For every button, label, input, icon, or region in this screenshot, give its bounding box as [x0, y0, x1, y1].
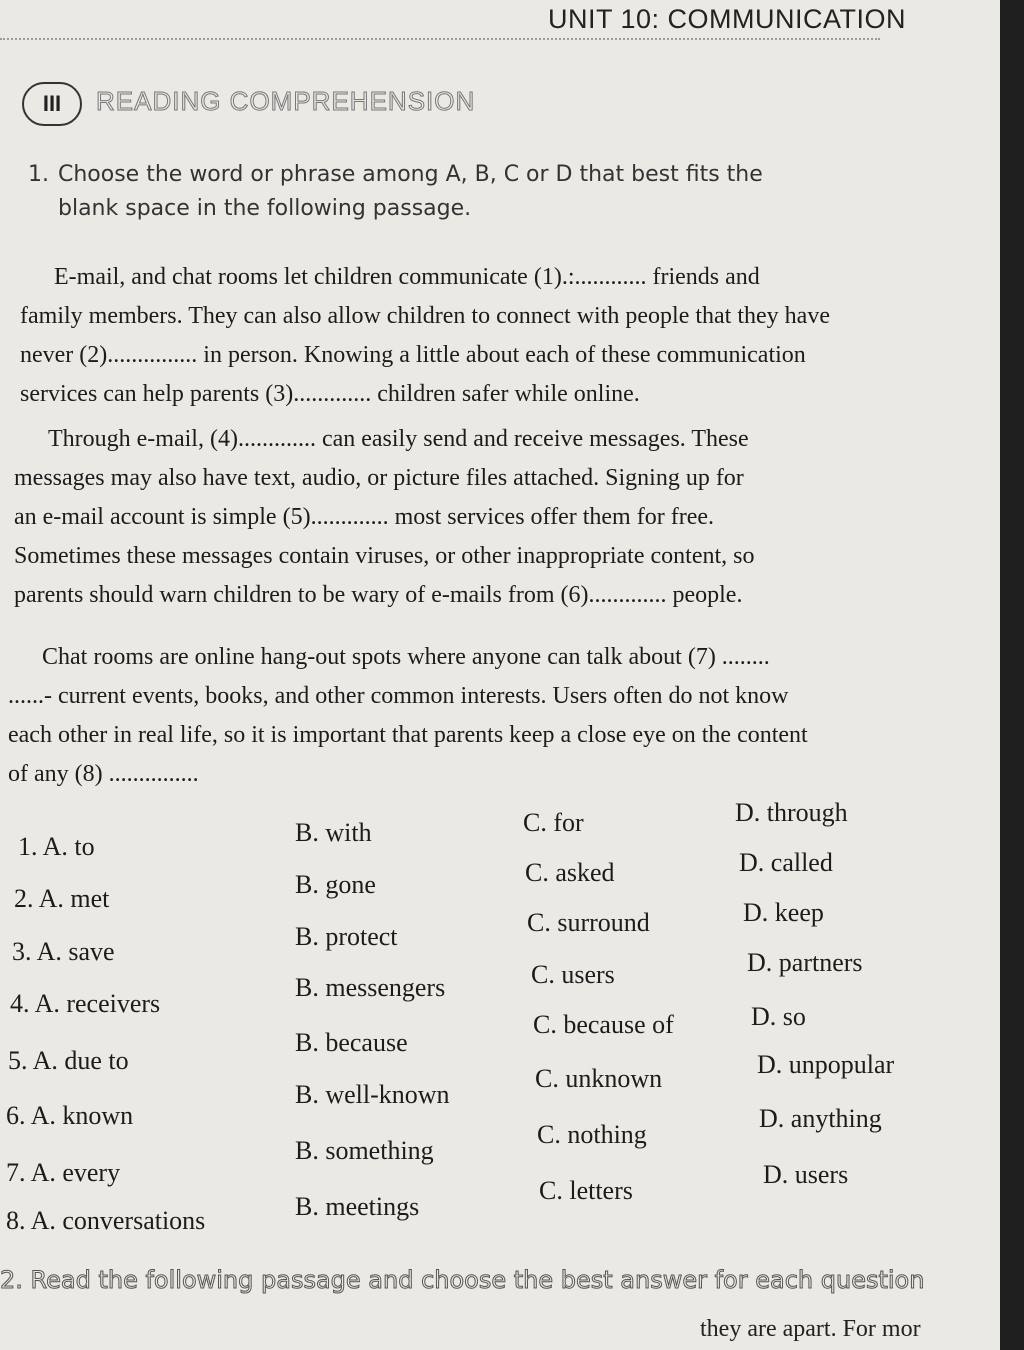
- instruction-line-1: Choose the word or phrase among A, B, C or D that best fits the: [58, 162, 763, 187]
- option-a: 8. A. conversations: [6, 1206, 206, 1235]
- option-c: C. unknown: [535, 1064, 663, 1093]
- option-b: B. because: [295, 1028, 408, 1057]
- option-a: 1. A. to: [18, 832, 95, 861]
- option-c: C. surround: [527, 908, 650, 937]
- passage-line: an e-mail account is simple (5)............. most services offer them for free.: [14, 504, 714, 530]
- passage-paragraph-2: [14, 420, 954, 615]
- passage-paragraph-3: [8, 638, 958, 794]
- option-d: D. anything: [759, 1104, 882, 1133]
- option-c: C. for: [523, 808, 584, 837]
- passage-line: services can help parents (3)............. children safer while online.: [20, 381, 640, 407]
- passage-line: family members. They can also allow children to connect with people that they have: [20, 303, 830, 329]
- passage-line: never (2)............... in person. Knowing a little about each of these communication: [20, 342, 806, 368]
- option-d: D. unpopular: [757, 1050, 895, 1079]
- option-a: 6. A. known: [6, 1101, 134, 1130]
- passage-line: of any (8) ...............: [8, 761, 199, 787]
- option-c: C. nothing: [537, 1120, 647, 1149]
- option-c: C. asked: [525, 858, 615, 887]
- option-a: 5. A. due to: [8, 1046, 129, 1075]
- option-b: B. gone: [295, 870, 376, 899]
- passage-line: ......- current events, books, and other common interests. Users often do not know: [8, 683, 789, 709]
- option-d: D. so: [751, 1002, 806, 1031]
- option-d: D. users: [763, 1160, 849, 1189]
- option-d: D. through: [735, 798, 848, 827]
- option-a: 3. A. save: [12, 937, 115, 966]
- option-b: B. protect: [295, 922, 398, 951]
- instruction-line-2: blank space in the following passage.: [58, 196, 472, 221]
- option-a: 2. A. met: [14, 884, 110, 913]
- passage-line: each other in real life, so it is important that parents keep a close eye on the content: [8, 722, 808, 748]
- option-b: B. with: [295, 818, 372, 847]
- option-d: D. called: [739, 848, 833, 877]
- passage-line: Through e-mail, (4)............. can easily send and receive messages. These: [48, 426, 749, 452]
- option-c: C. letters: [539, 1176, 633, 1205]
- passage-paragraph-1: [20, 258, 960, 414]
- option-d: D. keep: [743, 898, 824, 927]
- passage-line: messages may also have text, audio, or picture files attached. Signing up for: [14, 465, 744, 491]
- unit-title: UNIT 10: COMMUNICATION: [548, 4, 907, 34]
- option-c: C. users: [531, 960, 615, 989]
- option-b: B. something: [295, 1136, 434, 1165]
- section-number-badge: III: [22, 82, 82, 126]
- option-a: 7. A. every: [6, 1158, 121, 1187]
- option-c: C. because of: [533, 1010, 674, 1039]
- section-title: READING COMPREHENSION: [96, 86, 476, 116]
- passage-line: E-mail, and chat rooms let children communicate (1).:............ friends and: [54, 264, 760, 290]
- passage-line: Chat rooms are online hang-out spots where anyone can talk about (7) ........: [42, 644, 770, 670]
- header-divider: [0, 38, 880, 40]
- option-b: B. messengers: [295, 973, 446, 1002]
- exercise-2-passage-start: they are apart. For mor: [700, 1316, 921, 1342]
- option-d: D. partners: [747, 948, 863, 977]
- exercise-number: 1.: [28, 162, 49, 187]
- option-a: 4. A. receivers: [10, 989, 161, 1018]
- option-b: B. meetings: [295, 1192, 420, 1221]
- passage-line: Sometimes these messages contain viruses, or other inappropriate content, so: [14, 543, 755, 569]
- option-b: B. well-known: [295, 1080, 450, 1109]
- exercise-2-instruction: 2. Read the following passage and choose the best answer for each question: [0, 1266, 925, 1294]
- passage-line: parents should warn children to be wary of e-mails from (6)............. people.: [14, 582, 743, 608]
- page-edge-shadow: [1000, 0, 1024, 1350]
- exercise-1-instruction: [28, 158, 898, 226]
